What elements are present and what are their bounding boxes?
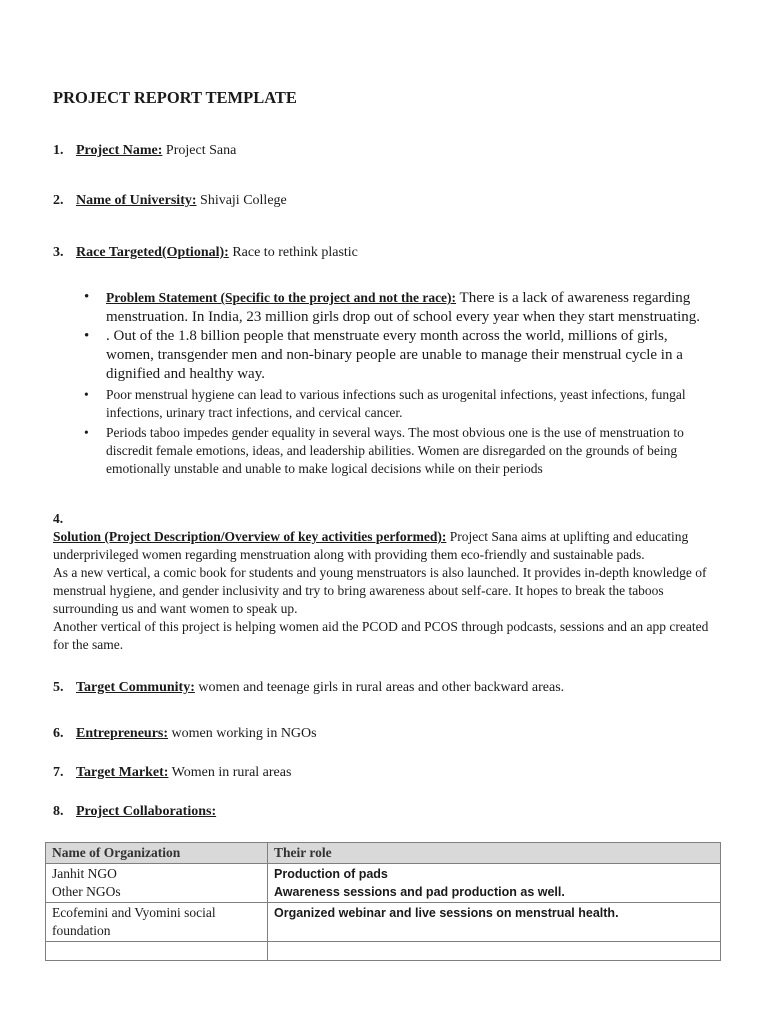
role-cell [268, 864, 721, 903]
university-line [53, 193, 287, 209]
race-line [53, 245, 358, 261]
role-text: Awareness sessions and pad production as well. [274, 885, 565, 899]
target-community-value: women and teenage girls in rural areas and other backward areas. [194, 680, 565, 695]
problem-statement-label: Problem Statement (Specific to the project and not the race): [106, 290, 457, 305]
table-row [46, 903, 721, 942]
item-number: 7. [53, 765, 64, 780]
entrepreneurs-value: women working in NGOs [168, 726, 317, 741]
collaborations-line [53, 804, 216, 820]
race-label: Race Targeted(Optional): [76, 245, 229, 260]
org-cell [46, 864, 268, 903]
bullet-item-problem-statement [84, 288, 714, 327]
table-row-empty [46, 942, 721, 961]
role-text: Organized webinar and live sessions on menstrual health. [274, 906, 619, 920]
document-title: PROJECT REPORT TEMPLATE [53, 88, 297, 107]
collaborations-table [45, 842, 721, 961]
bullet-text: . Out of the 1.8 billion people that menstruate every month across the world, millions of girls, women, transgender men and non-binary people are unable to manage their menstrual cycle in a dignified and healthy way. [106, 328, 683, 382]
solution-text-3: Another vertical of this project is helping women aid the PCOD and PCOS through podcasts, sessions and an app created for the same. [53, 619, 709, 652]
race-value: Race to rethink plastic [228, 245, 358, 260]
header-role: Their role [268, 843, 721, 864]
university-value: Shivaji College [196, 193, 287, 208]
solution-text-1: Project Sana aims at uplifting and educating underprivileged women regarding menstruation along with providing them eco-friendly and sustainable pads. [53, 529, 689, 562]
target-market-label: Target Market: [76, 765, 169, 780]
target-community-line [53, 680, 564, 696]
bullet-item-hygiene-infections [84, 386, 714, 422]
org-name: Janhit NGO [52, 866, 117, 881]
solution-label: Solution (Project Description/Overview of key activities performed): [53, 529, 447, 544]
org-name: Other NGOs [52, 884, 121, 899]
target-community-label: Target Community: [76, 680, 195, 695]
solution-section [53, 510, 723, 654]
role-cell [268, 903, 721, 942]
header-organization: Name of Organization [46, 843, 268, 864]
item-number: 8. [53, 804, 64, 819]
org-cell [46, 903, 268, 942]
bullet-text: Periods taboo impedes gender equality in several ways. The most obvious one is the use of menstruation to discredit female emotions, ideas, and leadership abilities. Women are disregarded on the grounds of being emotionally unstable and unable to make logical decisions while on their periods [106, 425, 684, 476]
bullet-item-periods-taboo [84, 424, 714, 478]
org-name: foundation [52, 923, 111, 938]
item-number: 1. [53, 143, 64, 158]
problem-bullet-list [84, 288, 714, 478]
project-name-line [53, 143, 236, 159]
item-number: 3. [53, 245, 64, 260]
item-number: 6. [53, 726, 64, 741]
entrepreneurs-line [53, 726, 317, 742]
org-name: Ecofemini and Vyomini social [52, 905, 216, 920]
university-label: Name of University: [76, 193, 197, 208]
item-number: 2. [53, 193, 64, 208]
solution-text-2: As a new vertical, a comic book for students and young menstruators is also launched. It provides in-depth knowledge of menstrual hygiene, and gender inclusivity and try to bring awareness about self-care. It hopes to break the taboos surrounding us and want women to speak up. [53, 565, 707, 616]
project-name-value: Project Sana [162, 143, 237, 158]
org-cell [46, 942, 268, 961]
collaborations-label: Project Collaborations: [76, 804, 217, 819]
role-text: Production of pads [274, 867, 388, 881]
target-market-value: Women in rural areas [168, 765, 292, 780]
entrepreneurs-label: Entrepreneurs: [76, 726, 169, 741]
item-number: 5. [53, 680, 64, 695]
table-header-row [46, 843, 721, 864]
solution-number: 4. [53, 511, 64, 526]
table-row [46, 864, 721, 903]
bullet-item-menstruation-stats [84, 327, 714, 384]
target-market-line [53, 765, 291, 781]
project-name-label: Project Name: [76, 143, 163, 158]
problem-statement-text: There is a lack of awareness regarding menstruation. In India, 23 million girls drop out of school every year when they start menstruating. [106, 290, 701, 325]
bullet-text: Poor menstrual hygiene can lead to various infections such as urogenital infections, yeast infections, fungal infections, urinary tract infections, and cervical cancer. [106, 387, 686, 420]
role-cell [268, 942, 721, 961]
